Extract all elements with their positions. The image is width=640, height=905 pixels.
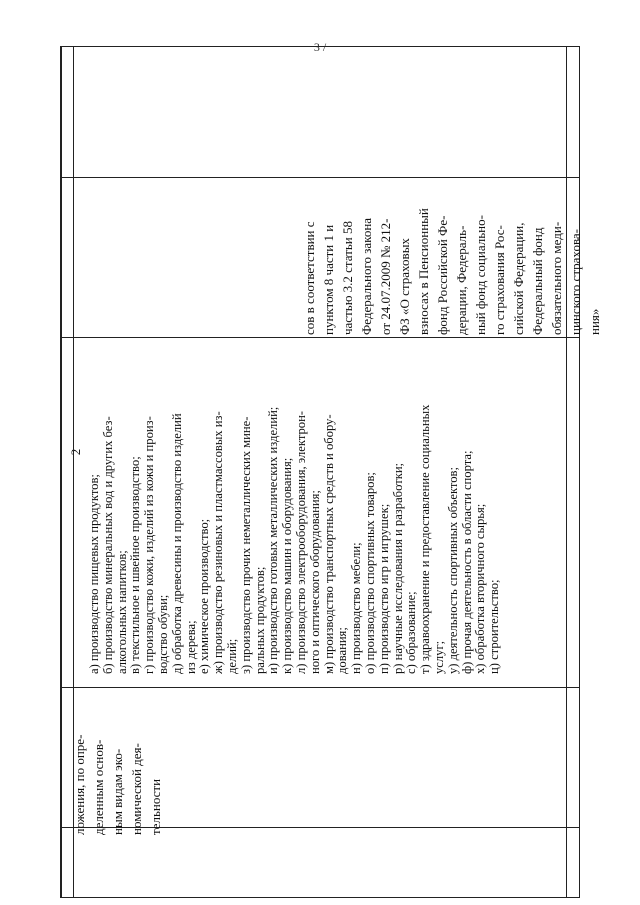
text-line: Федеральный фонд xyxy=(530,227,545,335)
cell-legal-basis xyxy=(300,172,604,335)
text-line: дерации, Федераль- xyxy=(454,225,469,335)
activity-item: а) производство пищевых продуктов; xyxy=(87,474,101,674)
column-divider xyxy=(61,47,62,897)
page-number: 2 xyxy=(68,448,83,456)
activity-item: л) производство электрооборудования, электрон- xyxy=(293,411,308,674)
activity-item: п) производство игр и игрушек; xyxy=(376,503,391,674)
activity-item: т) здравоохранение и предоставление социальных xyxy=(418,404,433,674)
text-line: ный фонд социально- xyxy=(473,215,488,335)
activity-item: е) химическое производство; xyxy=(197,518,212,674)
text-line: цинского страхова- xyxy=(568,228,583,335)
activity-item: к) производство машин и оборудования; xyxy=(280,457,295,674)
text-line: тельности xyxy=(148,778,163,835)
activity-item: н) производство мебели; xyxy=(349,542,364,674)
text-line: фонд Российской Фе- xyxy=(435,215,450,335)
activity-item: ральных продуктов; xyxy=(252,566,267,674)
activity-item: м) производство транспортных средств и обору- xyxy=(321,414,336,674)
text-line: ным видам эко- xyxy=(110,748,125,835)
activity-item: услуг; xyxy=(431,640,446,674)
activity-item: у) деятельность спортивных объектов; xyxy=(445,466,460,674)
text-line: сийской Федерации, xyxy=(511,222,526,335)
text-line: Федерального закона xyxy=(359,217,374,335)
text-line: от 24.07.2009 № 212- xyxy=(378,218,393,335)
text-line: ФЗ «О страховых xyxy=(397,238,412,335)
text-line: частью 3.2 статьи 58 xyxy=(340,220,355,335)
activity-item: ц) строительство; xyxy=(487,579,502,674)
text-line: номической дея- xyxy=(129,743,144,835)
activity-item: дования; xyxy=(335,627,350,674)
text-line: деленным основ- xyxy=(91,739,106,835)
activity-item: в) текстильное и швейное производство; xyxy=(128,456,143,674)
activity-item: о) производство спортивных товаров; xyxy=(362,472,377,674)
text-line: взносах в Пенсионный xyxy=(416,208,431,335)
activity-item: ного и оптического оборудования; xyxy=(307,490,322,674)
page-top-marker: 3 / xyxy=(313,40,327,54)
activity-item: из дерева; xyxy=(183,620,198,674)
text-line: обязательного меди- xyxy=(549,221,564,335)
activity-item: и) производство готовых металлических изделий; xyxy=(266,406,281,674)
activity-item: водство обуви; xyxy=(155,594,170,674)
activity-item: с) образование; xyxy=(404,591,419,674)
activity-item: алкогольных напитков; xyxy=(114,550,129,674)
text-line: сов в соответствии с xyxy=(302,221,317,335)
activity-item: х) обработка вторичного сырья; xyxy=(473,503,488,674)
cell-activity-header xyxy=(70,680,165,835)
activity-item: з) производство прочих неметаллических мине- xyxy=(238,416,253,674)
text-line: го страхования Рос- xyxy=(492,225,507,335)
activity-item: г) производство кожи, изделий из кожи и произ- xyxy=(142,416,157,674)
text-line: ложения, по опре- xyxy=(72,734,87,835)
activity-item: ж) производство резиновых и пластмассовых из- xyxy=(211,411,226,674)
text-line: пунктом 8 части 1 и xyxy=(321,224,336,335)
activity-item: р) научные исследования и разработки; xyxy=(390,462,405,674)
activity-item: ф) прочая деятельность в области спорта; xyxy=(459,450,474,674)
text-line: ния» xyxy=(587,308,602,335)
activity-item: д) обработка древесины и производство изделий xyxy=(169,413,184,674)
activity-item: делий; xyxy=(224,638,239,674)
activity-item: б) производство минеральных вод и других без- xyxy=(100,416,115,674)
